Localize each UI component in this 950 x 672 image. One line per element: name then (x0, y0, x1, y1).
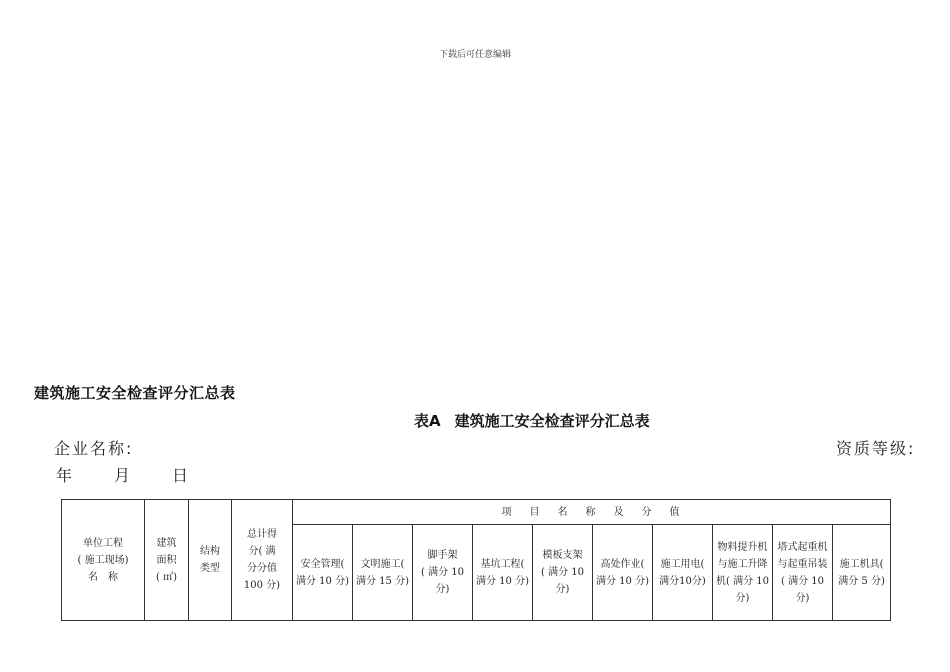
col-unit-project: 单位工程 ( 施工现场) 名 称 (62, 500, 145, 621)
score-summary-table (61, 499, 891, 621)
document-title: 建筑施工安全检查评分汇总表 (34, 384, 236, 402)
col-civilized-construction: 文明施工( 满分 15 分) (353, 525, 413, 621)
header-note: 下载后可任意编辑 (438, 50, 511, 60)
col-safety-management: 安全管理( 满分 10 分) (293, 525, 353, 621)
col-foundation-pit: 基坑工程( 满分 10 分) (473, 525, 533, 621)
table-title (414, 410, 650, 431)
col-material-hoist: 物料提升机 与施工升降 机( 满分 10 分) (713, 525, 773, 621)
qualification-grade-label: 资质等级: (836, 439, 916, 458)
table-title-prefix: 表A (414, 412, 441, 430)
col-formwork-support: 模板支架 ( 满分 10 分) (533, 525, 593, 621)
col-work-at-height: 高处作业( 满分 10 分) (593, 525, 653, 621)
company-name-label: 企业名称: (54, 439, 134, 458)
col-building-area: 建筑 面积 ( ㎡) (145, 500, 189, 621)
col-scaffolding: 脚手架 ( 满分 10 分) (413, 525, 473, 621)
col-total-score: 总计得 分( 满 分分值 100 分) (232, 500, 293, 621)
col-construction-machinery: 施工机具( 满分 5 分) (833, 525, 891, 621)
table-header-row-1 (62, 500, 891, 525)
date-day-label: 日 (172, 466, 189, 485)
col-structure-type: 结构 类型 (189, 500, 232, 621)
col-tower-crane: 塔式起重机 与起重吊装 ( 满分 10 分) (773, 525, 833, 621)
group-header-items: 项目名称及分值 (293, 500, 891, 525)
date-month-label: 月 (114, 466, 131, 485)
date-year-label: 年 (56, 466, 73, 485)
col-construction-electricity: 施工用电( 满分10分) (653, 525, 713, 621)
table-title-text: 建筑施工安全检查评分汇总表 (454, 412, 650, 430)
